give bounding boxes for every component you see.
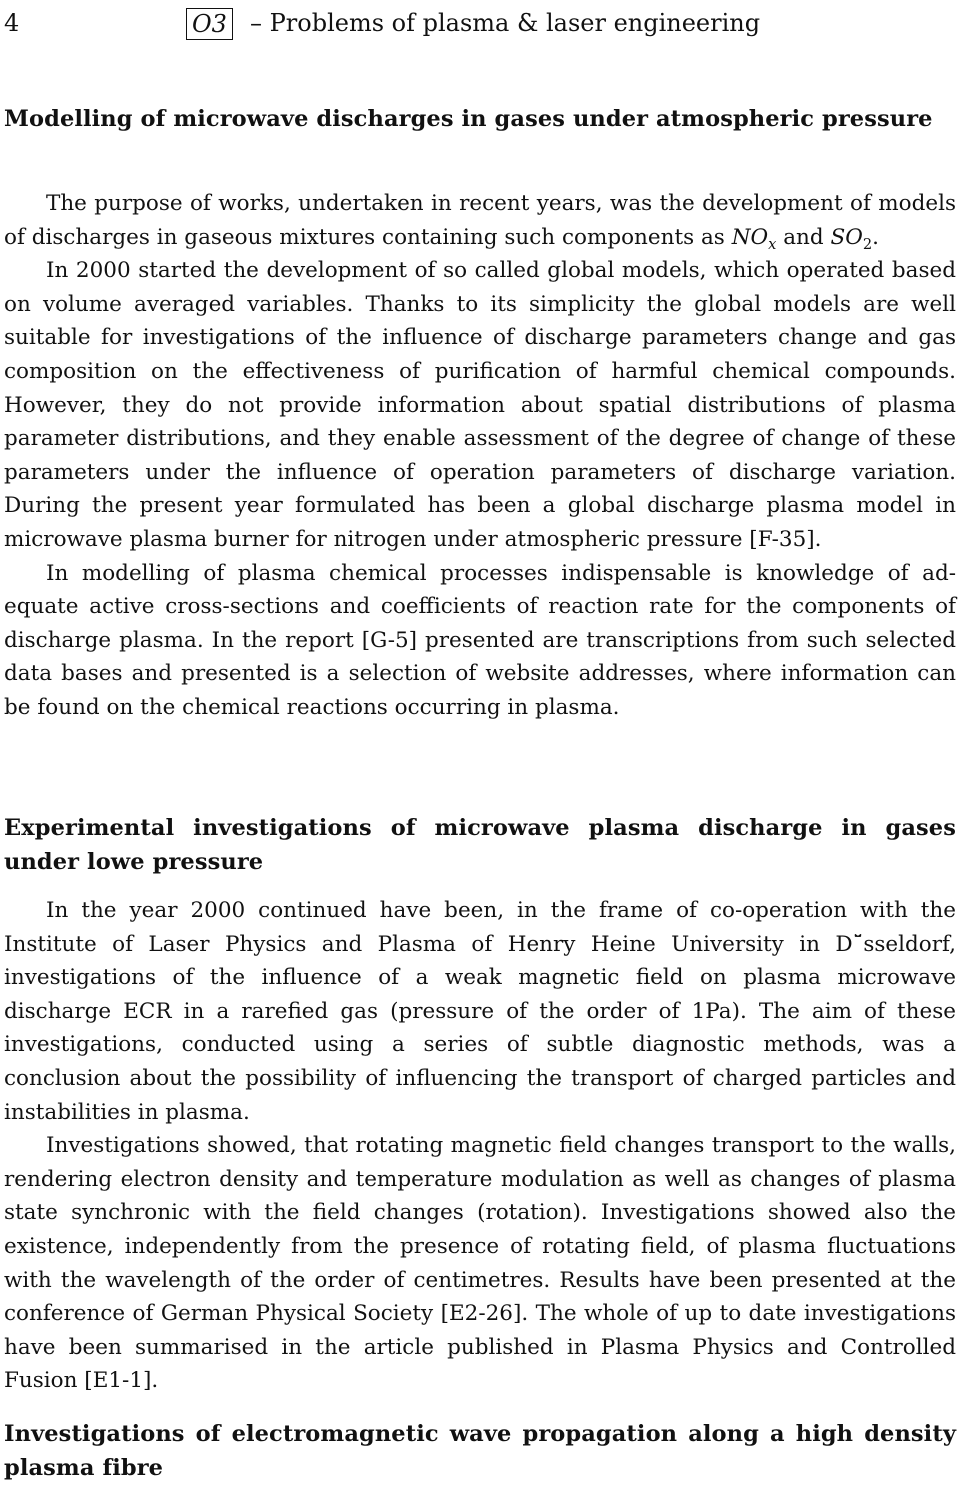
section-heading: Modelling of microwave discharges in gases under atmospheric pressure xyxy=(4,106,933,132)
math-so: SO xyxy=(830,224,863,250)
section-code-box: O3 xyxy=(186,8,233,40)
math-subscript-x: x xyxy=(768,235,777,253)
paragraph: In modelling of plasma chemical processes indispensable is knowledge of adequate active cross-sections and coefficients of reaction rate for the components of discharge plasma. In the report [G-5] presented are transcriptions from such selected data bases and presented is a selection of website addresses, where information can be found on the chemical reactions occurring in plasma. xyxy=(4,560,956,720)
running-head xyxy=(4,6,956,40)
paragraph: In the year 2000 continued have been, in the frame of co-operation with the Institute of Laser Physics and Plasma of Henry Heine University in D˘̈sseldorf, investigations of the influence of a weak magnetic field on plasma microwave discharge ECR in a rarefied gas (pressure of the order of 1Pa). The aim of these investigations, conducted using a series of subtle diagnostic methods, was a conclusion about the possibility of influencing the transport of charged particles and instabilities in plasma. xyxy=(4,898,956,1125)
paragraph: In 2000 started the development of so called global models, which operated based on volume averaged variables. Thanks to its simplicity the global models are well suitable for investigations of the influence of discharge parameters change and gas composition on the effectiveness of purification of harmful chemical compounds. However, they do not provide information about spatial distributions of plasma parameter distributions, and they enable assessment of the degree of change of these parameters under the influence of operation parameters of discharge variation. During the present year formulated has been a global discharge plasma model in microwave plasma burner for nitrogen under atmospheric pressure [F-35]. xyxy=(4,258,956,552)
paragraph: The purpose of works, undertaken in recent years, was the development of models of discharges in gaseous mixtures containing such components as $NO_x$ and $SO_2$. xyxy=(4,191,956,253)
math-no: NO xyxy=(731,224,769,250)
page-number: 4 xyxy=(4,9,20,37)
running-head-title: – Problems of plasma & laser engineering xyxy=(250,9,761,37)
section-experimental-body xyxy=(4,894,956,1398)
section-modelling xyxy=(4,102,956,136)
paragraph: Investigations showed, that rotating magnetic field changes transport to the walls, rendering electron density and temperature modulation as well as changes of plasma state synchronic with the field changes (rotation). Investigations showed also the existence, independently from the presence of rotating field, of plasma fluctuations with the wavelength of the order of centimetres. Results have been presented at the conference of German Physical Society [E2-26]. The whole of up to date investigations have been summarised in the article published in Plasma Physics and Controlled Fusion [E1-1]. xyxy=(4,1133,956,1394)
section-experimental xyxy=(4,811,956,879)
section-propagation xyxy=(4,1417,956,1485)
section-heading: Investigations of electromagnetic wave propagation along a high density plasma fibre xyxy=(4,1421,956,1481)
section-heading: Experimental investigations of microwave plasma discharge in gases under lowe pressure xyxy=(4,815,956,875)
section-modelling-body xyxy=(4,187,956,725)
math-subscript-2: 2 xyxy=(862,235,873,253)
